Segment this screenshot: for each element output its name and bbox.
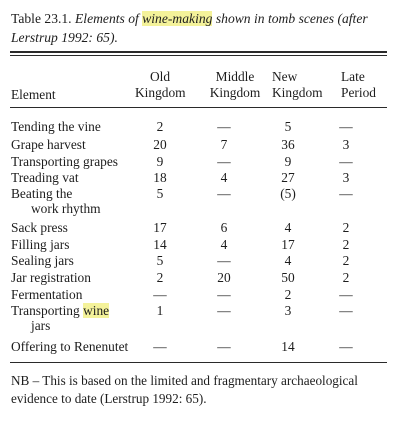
header-new-kingdom: New Kingdom [272,69,323,100]
cell-middle: — [217,287,231,302]
cell-new: 5 [284,119,292,134]
cell-old: 2 [156,270,164,285]
cell-late: — [339,154,353,169]
row-element: Jar registration [11,270,91,285]
cell-late: — [339,186,353,201]
header-old-kingdom: Old Kingdom [135,69,186,100]
cell-new: 14 [281,339,295,354]
search-highlight: wine-making [142,11,213,26]
cell-late: 2 [342,220,350,235]
row-element: Sack press [11,220,68,235]
cell-late: 2 [342,270,350,285]
cell-old: 9 [156,154,164,169]
cell-new: 36 [281,137,295,152]
cell-old: — [153,339,167,354]
cell-old: 18 [153,170,167,185]
row-element: Filling jars [11,237,70,252]
cell-middle: 7 [220,137,228,152]
cell-middle: 6 [220,220,228,235]
cell-old: 17 [153,220,167,235]
caption-text: Elements of wine-making shown in tomb scenes (after Lerstrup 1992: 65). [11,11,368,45]
header-middle-kingdom: Middle Kingdom [209,69,261,100]
header-rule [10,107,387,108]
cell-old: 14 [153,237,167,252]
row-element: Grape harvest [11,137,86,152]
table-number: Table 23.1. [11,11,72,26]
row-element: Offering to Renenutet [11,339,129,354]
table-bottom-rule [10,362,387,363]
table-top-rule [10,51,387,53]
cell-new: (5) [280,186,296,201]
cell-middle: 4 [220,170,228,185]
cell-old: 5 [156,186,164,201]
table-top-rule-thin [10,55,387,56]
row-element: Treading vat [11,170,79,185]
cell-new: 17 [281,237,295,252]
cell-late: 2 [342,253,350,268]
cell-middle: — [217,303,231,318]
cell-late: — [339,119,353,134]
cell-late: 2 [342,237,350,252]
cell-middle: — [217,339,231,354]
cell-middle: — [217,154,231,169]
row-element: Sealing jars [11,253,74,268]
header-element: Element [11,87,56,102]
search-highlight: wine [83,303,110,318]
cell-old: 5 [156,253,164,268]
cell-late: — [339,339,353,354]
cell-middle: — [217,186,231,201]
cell-new: 50 [281,270,295,285]
row-element: Transporting wine jars [11,303,110,333]
cell-middle: 4 [220,237,228,252]
cell-new: 4 [284,253,292,268]
cell-new: 3 [284,303,292,318]
cell-new: 9 [284,154,292,169]
cell-late: 3 [342,137,350,152]
cell-late: 3 [342,170,350,185]
row-element: Beating the work rhythm [11,186,101,216]
cell-middle: — [217,119,231,134]
cell-new: 2 [284,287,292,302]
cell-old: 2 [156,119,164,134]
table-footnote: NB – This is based on the limited and fragmentary archaeological evidence to date (Lerstrup 1992: 65). [11,373,358,406]
cell-late: — [339,303,353,318]
cell-new: 4 [284,220,292,235]
cell-late: — [339,287,353,302]
table-caption [11,9,399,47]
row-element: Tending the vine [11,119,101,134]
cell-middle: 20 [217,270,231,285]
row-element: Transporting grapes [11,154,118,169]
header-late-period: Late Period [341,69,376,100]
row-element: Fermentation [11,287,83,302]
cell-new: 27 [281,170,295,185]
cell-middle: — [217,253,231,268]
cell-old: — [153,287,167,302]
cell-old: 20 [153,137,167,152]
cell-old: 1 [156,303,164,318]
